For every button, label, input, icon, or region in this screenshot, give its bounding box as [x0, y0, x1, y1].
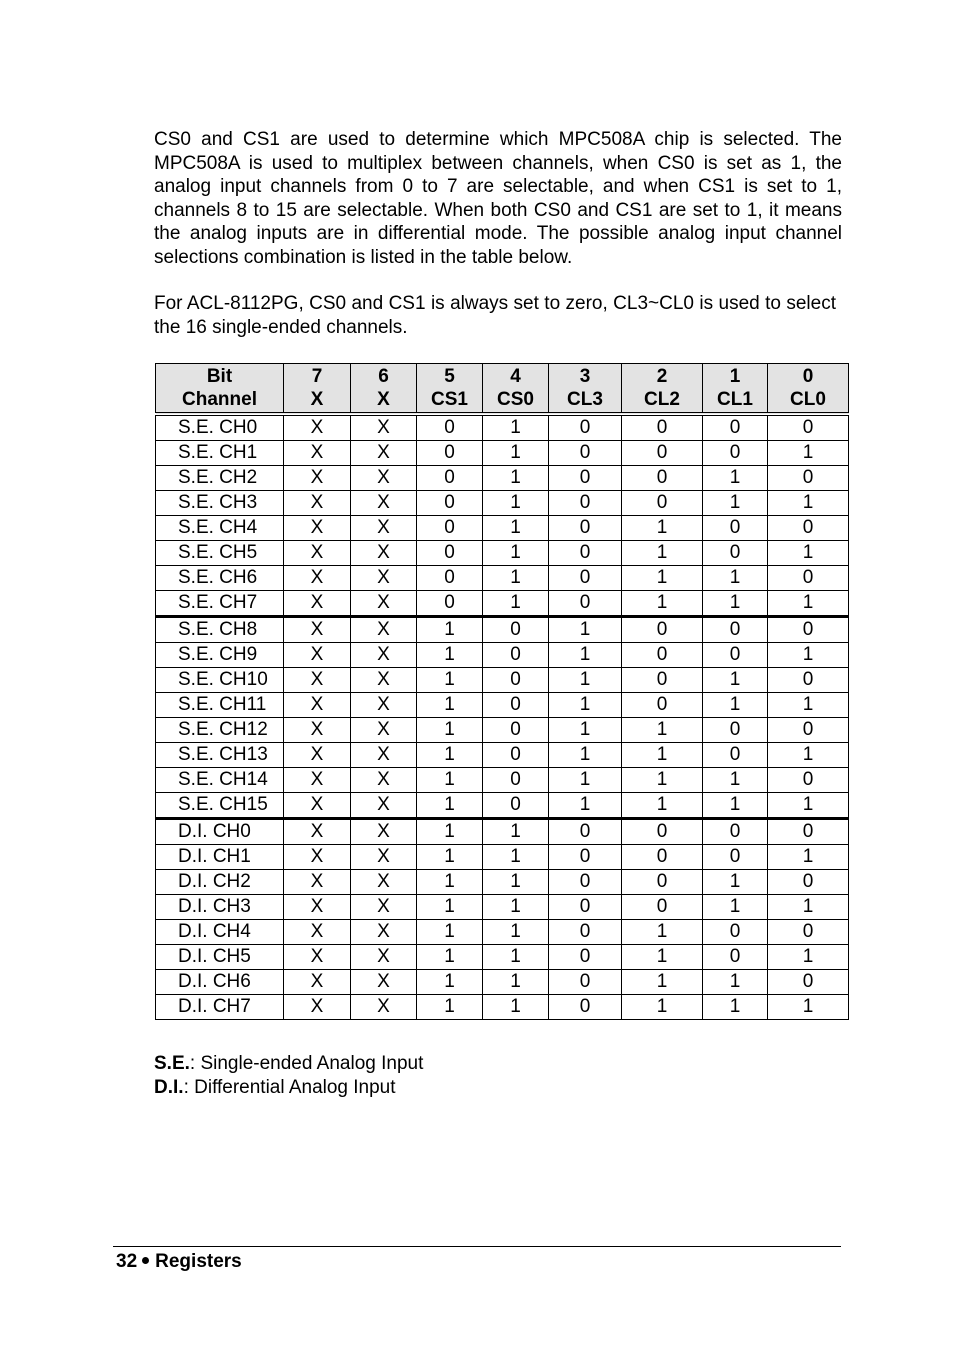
bit-cell: X — [284, 845, 351, 870]
bit-cell: 1 — [768, 793, 849, 819]
bit-cell: X — [284, 566, 351, 591]
bit-cell: 0 — [549, 895, 622, 920]
table-row — [156, 945, 849, 970]
column-header-label: CS1 — [431, 389, 468, 410]
bit-cell: 1 — [483, 591, 549, 617]
bit-cell: 1 — [768, 743, 849, 768]
bit-cell: 1 — [703, 491, 768, 516]
column-header-label: X — [377, 389, 390, 410]
bit-cell: 0 — [417, 466, 483, 491]
bit-cell: 1 — [417, 643, 483, 668]
channel-cell: D.I. CH3 — [156, 895, 284, 920]
bit-cell: 0 — [549, 591, 622, 617]
bit-cell: 1 — [483, 870, 549, 895]
bit-cell: 1 — [622, 970, 703, 995]
body-paragraph-cs-select: CS0 and CS1 are used to determine which MPC508A chip is selected. The MPC508A is used to multiplex between channels, when CS0 is set as 1, the analog input channels from 0 to 7 are selectable, and when CS1 is set to 1, channels 8 to 15 are selectable. When both CS0 and CS1 are set to 1, it means the analog inputs are in differential mode. The possible analog input channel selections combination is listed in the table below. — [154, 129, 842, 268]
bit-cell: 0 — [549, 566, 622, 591]
bit-cell: 1 — [417, 668, 483, 693]
bit-cell: 1 — [768, 693, 849, 718]
bit-cell: 1 — [703, 768, 768, 793]
bit-cell: X — [284, 718, 351, 743]
bit-cell: 0 — [622, 845, 703, 870]
bit-cell: X — [351, 768, 417, 793]
bit-cell: X — [351, 718, 417, 743]
bit-cell: 1 — [622, 718, 703, 743]
bit-cell: 1 — [768, 591, 849, 617]
table-row — [156, 441, 849, 466]
table-row — [156, 920, 849, 945]
bit-cell: 0 — [622, 414, 703, 441]
bit-cell: 0 — [483, 793, 549, 819]
bit-cell: 0 — [768, 970, 849, 995]
bit-cell: X — [284, 643, 351, 668]
bit-cell: 1 — [622, 768, 703, 793]
bit-cell: 1 — [483, 995, 549, 1020]
bit-cell: 0 — [703, 819, 768, 845]
bit-cell: 0 — [417, 591, 483, 617]
column-header-bit: 6 — [378, 366, 389, 387]
bit-cell: 0 — [483, 768, 549, 793]
table-row — [156, 643, 849, 668]
bit-cell: X — [284, 945, 351, 970]
bit-cell: 0 — [549, 819, 622, 845]
table-row — [156, 870, 849, 895]
bit-cell: 1 — [417, 793, 483, 819]
bit-cell: 1 — [417, 970, 483, 995]
bit-cell: 1 — [622, 516, 703, 541]
bit-cell: 0 — [768, 668, 849, 693]
definition-text: : Differential Analog Input — [183, 1076, 396, 1098]
channel-cell: D.I. CH0 — [156, 819, 284, 845]
bit-cell: 1 — [483, 819, 549, 845]
bit-cell: 0 — [549, 845, 622, 870]
column-header-label: Channel — [182, 389, 257, 410]
bit-cell: 1 — [417, 693, 483, 718]
bit-cell: 1 — [768, 491, 849, 516]
bit-cell: 0 — [703, 743, 768, 768]
bit-cell: 1 — [622, 566, 703, 591]
bit-cell: X — [284, 743, 351, 768]
bit-cell: 1 — [549, 718, 622, 743]
page-number: 32 — [116, 1251, 138, 1272]
bit-cell: 1 — [483, 566, 549, 591]
table-row — [156, 466, 849, 491]
footer-rule — [113, 1246, 841, 1247]
bit-cell: 0 — [768, 819, 849, 845]
bit-cell: 1 — [483, 414, 549, 441]
bit-cell: 0 — [703, 441, 768, 466]
bit-cell: X — [351, 743, 417, 768]
definition-term: D.I. — [154, 1076, 184, 1098]
channel-cell: D.I. CH7 — [156, 995, 284, 1020]
body-paragraph-acl8112pg: For ACL-8112PG, CS0 and CS1 is always set to zero, CL3~CL0 is used to select the 16 single-ended channels. — [154, 293, 836, 338]
channel-cell: S.E. CH7 — [156, 591, 284, 617]
bit-cell: 0 — [622, 441, 703, 466]
bit-cell: 0 — [622, 668, 703, 693]
bit-cell: X — [284, 668, 351, 693]
definition-se — [154, 1052, 423, 1076]
bit-cell: 1 — [768, 845, 849, 870]
table-row — [156, 970, 849, 995]
column-header — [483, 364, 549, 415]
bit-cell: 1 — [483, 920, 549, 945]
bit-cell: 1 — [483, 895, 549, 920]
bit-cell: 0 — [483, 718, 549, 743]
channel-cell: S.E. CH6 — [156, 566, 284, 591]
bit-cell: 1 — [417, 768, 483, 793]
bit-cell: X — [351, 516, 417, 541]
bit-cell: 1 — [768, 995, 849, 1020]
bit-cell: 0 — [703, 643, 768, 668]
bit-cell: 1 — [703, 566, 768, 591]
channel-cell: D.I. CH6 — [156, 970, 284, 995]
bit-cell: X — [351, 643, 417, 668]
bit-cell: X — [351, 617, 417, 643]
bit-cell: 0 — [768, 920, 849, 945]
bit-cell: X — [284, 591, 351, 617]
bit-cell: 0 — [417, 441, 483, 466]
bit-cell: X — [284, 441, 351, 466]
bit-cell: 1 — [417, 870, 483, 895]
bullet-icon — [142, 1257, 149, 1264]
column-header-bit: 1 — [729, 366, 741, 387]
bit-cell: 1 — [622, 945, 703, 970]
bit-cell: 1 — [622, 541, 703, 566]
channel-cell: D.I. CH5 — [156, 945, 284, 970]
bit-cell: 0 — [768, 870, 849, 895]
bit-cell: 1 — [768, 945, 849, 970]
bit-cell: 1 — [622, 743, 703, 768]
bit-cell: 0 — [703, 541, 768, 566]
bit-cell: 0 — [549, 920, 622, 945]
bit-cell: 1 — [703, 693, 768, 718]
table-row — [156, 845, 849, 870]
channel-cell: D.I. CH1 — [156, 845, 284, 870]
bit-cell: 0 — [483, 643, 549, 668]
bit-cell: 0 — [768, 466, 849, 491]
bit-cell: 1 — [417, 718, 483, 743]
bit-cell: 0 — [549, 970, 622, 995]
bit-cell: 1 — [703, 895, 768, 920]
bit-cell: X — [351, 920, 417, 945]
bit-cell: 0 — [768, 414, 849, 441]
bit-cell: 1 — [417, 995, 483, 1020]
bit-cell: 1 — [549, 693, 622, 718]
bit-cell: 0 — [549, 491, 622, 516]
bit-cell: X — [351, 793, 417, 819]
section-name: Registers — [155, 1251, 242, 1272]
bit-cell: X — [284, 541, 351, 566]
bit-cell: 0 — [703, 945, 768, 970]
table-row — [156, 414, 849, 441]
bit-cell: X — [284, 617, 351, 643]
bit-cell: X — [351, 870, 417, 895]
column-header-label: CL3 — [567, 389, 603, 410]
bit-cell: 0 — [768, 768, 849, 793]
bit-cell: 0 — [483, 617, 549, 643]
bit-cell: 1 — [417, 945, 483, 970]
table-row — [156, 491, 849, 516]
bit-cell: 1 — [703, 970, 768, 995]
table-row — [156, 693, 849, 718]
column-header-bit: 0 — [802, 366, 814, 387]
bit-cell: X — [284, 414, 351, 441]
table-row — [156, 995, 849, 1020]
bit-cell: 0 — [703, 414, 768, 441]
bit-cell: X — [284, 995, 351, 1020]
bit-cell: 1 — [622, 793, 703, 819]
bit-cell: 1 — [417, 617, 483, 643]
column-header-label: CL1 — [717, 389, 753, 410]
channel-selection-table — [155, 363, 849, 1020]
bit-cell: 0 — [417, 414, 483, 441]
bit-cell: 1 — [549, 793, 622, 819]
column-header — [549, 364, 622, 415]
channel-cell: S.E. CH1 — [156, 441, 284, 466]
bit-cell: 1 — [483, 970, 549, 995]
column-header-label: CL2 — [644, 389, 680, 410]
column-header — [284, 364, 351, 415]
bit-cell: X — [351, 441, 417, 466]
bit-cell: 1 — [417, 819, 483, 845]
column-header-bit: 4 — [510, 366, 521, 387]
bit-cell: X — [284, 768, 351, 793]
bit-cell: 1 — [483, 845, 549, 870]
bit-cell: 1 — [483, 441, 549, 466]
bit-cell: 0 — [622, 643, 703, 668]
bit-cell: 0 — [549, 441, 622, 466]
bit-cell: 0 — [549, 945, 622, 970]
bit-cell: 1 — [417, 743, 483, 768]
bit-cell: X — [351, 491, 417, 516]
bit-cell: X — [351, 466, 417, 491]
bit-cell: 1 — [703, 870, 768, 895]
channel-cell: S.E. CH15 — [156, 793, 284, 819]
column-header — [351, 364, 417, 415]
bit-cell: 1 — [703, 591, 768, 617]
table-row — [156, 668, 849, 693]
bit-cell: 1 — [417, 895, 483, 920]
bit-cell: 0 — [622, 617, 703, 643]
column-header-label: CL0 — [790, 389, 826, 410]
bit-cell: X — [351, 414, 417, 441]
column-header — [703, 364, 768, 415]
bit-cell: 1 — [483, 466, 549, 491]
channel-cell: S.E. CH14 — [156, 768, 284, 793]
bit-cell: X — [351, 693, 417, 718]
column-header — [417, 364, 483, 415]
bit-cell: X — [284, 970, 351, 995]
bit-cell: 0 — [622, 491, 703, 516]
bit-cell: X — [284, 516, 351, 541]
channel-cell: S.E. CH2 — [156, 466, 284, 491]
bit-cell: X — [284, 693, 351, 718]
bit-cell: 0 — [549, 466, 622, 491]
bit-cell: 0 — [549, 414, 622, 441]
table-row — [156, 617, 849, 643]
channel-cell: S.E. CH12 — [156, 718, 284, 743]
bit-cell: 0 — [622, 466, 703, 491]
table-body — [156, 414, 849, 1020]
channel-cell: S.E. CH3 — [156, 491, 284, 516]
table-row — [156, 768, 849, 793]
bit-cell: 0 — [622, 693, 703, 718]
bit-cell: 1 — [622, 591, 703, 617]
bit-cell: 1 — [703, 995, 768, 1020]
bit-cell: 0 — [622, 819, 703, 845]
bit-cell: 0 — [417, 566, 483, 591]
abbreviation-definitions — [154, 1052, 423, 1099]
table-row — [156, 819, 849, 845]
bit-cell: 0 — [483, 693, 549, 718]
channel-cell: S.E. CH0 — [156, 414, 284, 441]
channel-cell: S.E. CH9 — [156, 643, 284, 668]
bit-cell: X — [351, 541, 417, 566]
bit-cell: 0 — [549, 541, 622, 566]
column-header-bit: 3 — [579, 366, 591, 387]
bit-cell: 0 — [549, 516, 622, 541]
bit-cell: X — [284, 819, 351, 845]
column-header — [768, 364, 849, 415]
bit-cell: 1 — [483, 516, 549, 541]
column-header-label: CS0 — [497, 389, 534, 410]
bit-cell: 1 — [549, 668, 622, 693]
bit-cell: 1 — [417, 920, 483, 945]
column-header-bit: 7 — [311, 366, 323, 387]
bit-cell: 1 — [622, 995, 703, 1020]
bit-cell: X — [351, 819, 417, 845]
table-row — [156, 591, 849, 617]
table-row — [156, 541, 849, 566]
bit-cell: 1 — [549, 768, 622, 793]
bit-cell: X — [351, 895, 417, 920]
bit-cell: X — [284, 491, 351, 516]
channel-cell: D.I. CH4 — [156, 920, 284, 945]
column-header-bit: 2 — [656, 366, 668, 387]
bit-cell: 0 — [549, 870, 622, 895]
bit-cell: 0 — [703, 516, 768, 541]
bit-cell: 0 — [417, 491, 483, 516]
bit-cell: X — [351, 945, 417, 970]
column-header-bit: Bit — [206, 366, 233, 387]
bit-cell: 1 — [622, 920, 703, 945]
bit-cell: X — [351, 970, 417, 995]
bit-cell: 1 — [768, 541, 849, 566]
column-header-bit: 5 — [444, 366, 455, 387]
bit-cell: X — [284, 793, 351, 819]
bit-cell: 1 — [549, 617, 622, 643]
bit-cell: 1 — [703, 793, 768, 819]
column-header — [622, 364, 703, 415]
table-row — [156, 718, 849, 743]
definition-text: : Single-ended Analog Input — [189, 1053, 424, 1074]
bit-cell: 0 — [768, 617, 849, 643]
bit-cell: 0 — [483, 668, 549, 693]
bit-cell: 0 — [622, 870, 703, 895]
bit-cell: 0 — [622, 895, 703, 920]
bit-cell: 1 — [417, 845, 483, 870]
bit-cell: 1 — [549, 643, 622, 668]
bit-cell: 0 — [703, 845, 768, 870]
channel-cell: S.E. CH10 — [156, 668, 284, 693]
channel-cell: S.E. CH13 — [156, 743, 284, 768]
table-row — [156, 793, 849, 819]
bit-cell: 1 — [483, 945, 549, 970]
channel-cell: D.I. CH2 — [156, 870, 284, 895]
definition-term: S.E. — [154, 1053, 190, 1074]
definition-di — [154, 1076, 423, 1100]
table-row — [156, 895, 849, 920]
column-header — [156, 364, 284, 415]
bit-cell: X — [284, 870, 351, 895]
bit-cell: X — [351, 566, 417, 591]
bit-cell: 0 — [483, 743, 549, 768]
bit-cell: 1 — [768, 895, 849, 920]
table-row — [156, 743, 849, 768]
bit-cell: X — [284, 920, 351, 945]
page-footer — [116, 1251, 242, 1273]
bit-cell: X — [351, 591, 417, 617]
channel-cell: S.E. CH11 — [156, 693, 284, 718]
bit-cell: X — [284, 895, 351, 920]
bit-cell: 0 — [417, 541, 483, 566]
bit-cell: 0 — [768, 718, 849, 743]
bit-cell: 1 — [703, 668, 768, 693]
bit-cell: 1 — [768, 441, 849, 466]
table-row — [156, 566, 849, 591]
channel-cell: S.E. CH4 — [156, 516, 284, 541]
bit-cell: 1 — [483, 491, 549, 516]
channel-cell: S.E. CH8 — [156, 617, 284, 643]
bit-cell: X — [351, 668, 417, 693]
column-header-label: X — [310, 389, 324, 410]
bit-cell: 1 — [483, 541, 549, 566]
bit-cell: X — [351, 995, 417, 1020]
bit-cell: 0 — [417, 516, 483, 541]
bit-cell: 1 — [703, 466, 768, 491]
table-row — [156, 516, 849, 541]
bit-cell: 0 — [703, 718, 768, 743]
table-header-row — [156, 364, 849, 415]
bit-cell: X — [284, 466, 351, 491]
bit-cell: 0 — [768, 516, 849, 541]
bit-cell: X — [351, 845, 417, 870]
bit-cell: 0 — [549, 995, 622, 1020]
bit-cell: 0 — [703, 617, 768, 643]
bit-cell: 0 — [768, 566, 849, 591]
bit-cell: 1 — [549, 743, 622, 768]
bit-cell: 1 — [768, 643, 849, 668]
bit-cell: 0 — [703, 920, 768, 945]
channel-cell: S.E. CH5 — [156, 541, 284, 566]
